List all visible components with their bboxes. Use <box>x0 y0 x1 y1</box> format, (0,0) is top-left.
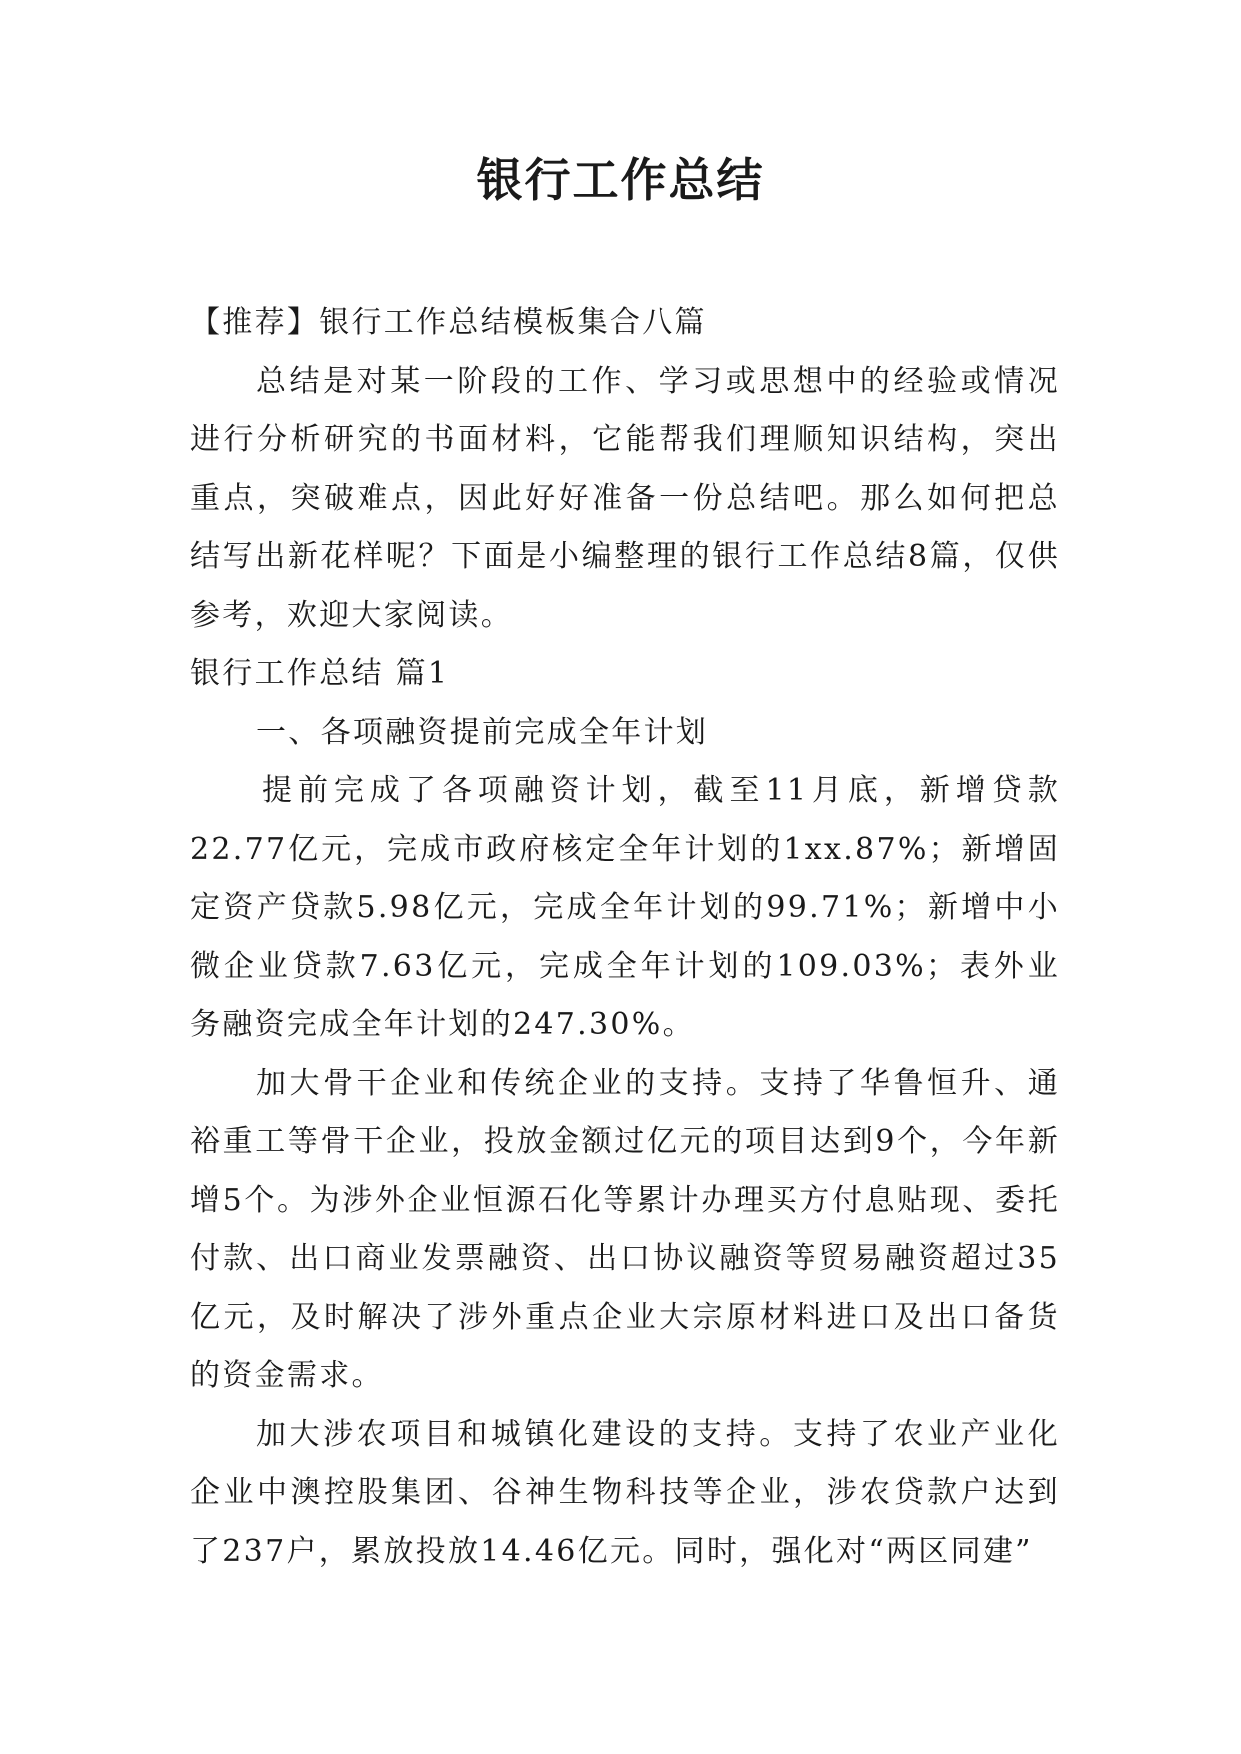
subheading: 一、各项融资提前完成全年计划 <box>256 714 709 750</box>
body-paragraph: 加大骨干企业和传统企业的支持。支持了华鲁恒升、通裕重工等骨干企业，投放金额过亿元的项目达到9个，今年新增5个。为涉外企业恒源石化等累计办理买方付息贴现、委托付款、出口商业发票融资、出口协议融资等贸易融资超过35亿元，及时解决了涉外重点企业大宗原材料进口及出口备货的资金需求。 <box>190 1065 1060 1393</box>
body-paragraph: 加大涉农项目和城镇化建设的支持。支持了农业产业化企业中澳控股集团、谷神生物科技等企业，涉农贷款户达到了237户，累放投放14.46亿元。同时，强化对“两区同建” <box>190 1416 1060 1569</box>
document-title: 银行工作总结 <box>476 153 765 207</box>
document-subtitle: 【推荐】银行工作总结模板集合八篇 <box>190 305 707 340</box>
intro-paragraph: 总结是对某一阶段的工作、学习或思想中的经验或情况进行分析研究的书面材料，它能帮我们理顺知识结构，突出重点，突破难点，因此好好准备一份总结吧。那么如何把总结写出新花样呢？下面是小编整理的银行工作总结8篇，仅供参考，欢迎大家阅读。 <box>190 363 1060 633</box>
document-body <box>190 294 1060 1581</box>
section-heading: 银行工作总结 篇1 <box>190 656 450 691</box>
body-paragraph: 提前完成了各项融资计划，截至11月底，新增贷款22.77亿元，完成市政府核定全年计划的1xx.87%；新增固定资产贷款5.98亿元，完成全年计划的99.71%；新增中小微企业贷款7.63亿元，完成全年计划的109.03%；表外业务融资完成全年计划的247.30%。 <box>190 773 1060 1042</box>
